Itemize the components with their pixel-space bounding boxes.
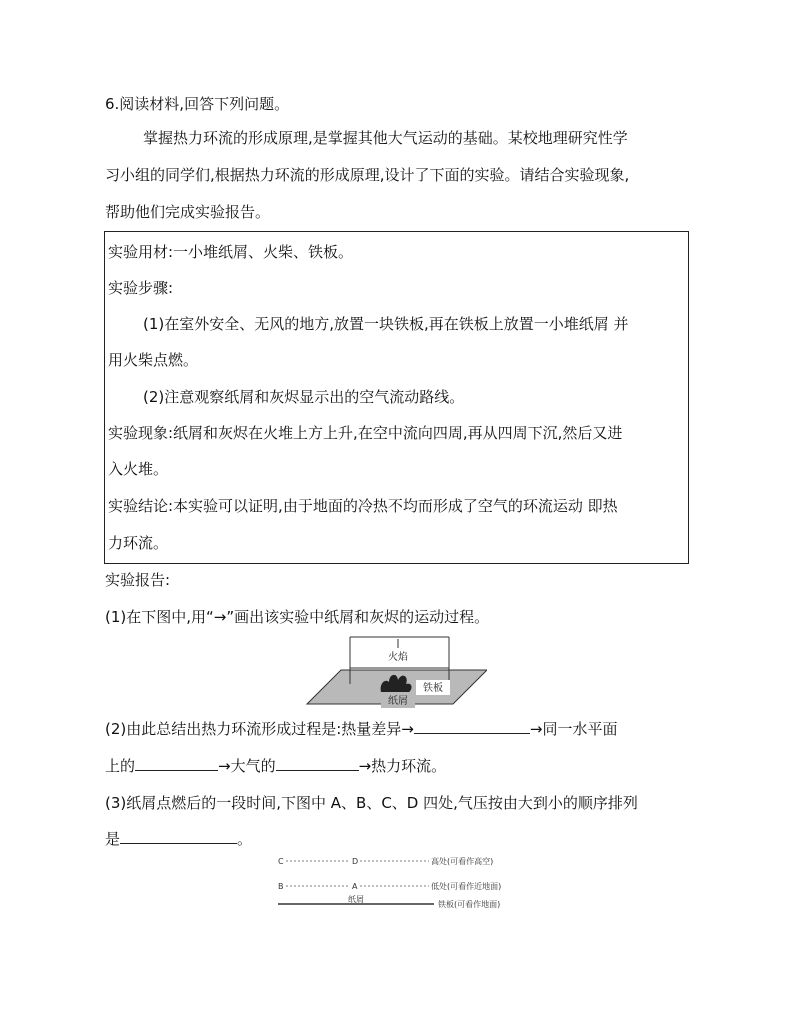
- steps-label: 实验步骤:: [108, 279, 174, 297]
- near-ground-label: 低处(可看作近地面): [431, 882, 502, 891]
- report-label: 实验报告:: [105, 571, 171, 589]
- fire-iron-plate-figure: [305, 634, 487, 710]
- q2-line2-c: →热力环流。: [358, 757, 447, 775]
- point-b-label: B: [278, 882, 284, 891]
- report-q3-line-2: [105, 829, 252, 849]
- plate-ground-label: 铁板(可看作地面): [438, 900, 501, 909]
- paper-label-2: 纸屑: [348, 895, 364, 904]
- intro-line-3: 帮助他们完成实验报告。: [105, 203, 271, 221]
- q2-line2-b: →大气的: [218, 757, 276, 775]
- report-q2-line-1: [105, 719, 617, 739]
- report-q3-line-1: (3)纸屑点燃后的一段时间,下图中 A、B、C、D 四处,气压按由大到小的顺序排列: [105, 794, 638, 812]
- report-q2-line-2: [105, 756, 446, 776]
- q2-prefix: (2)由此总结出热力环流形成过程是:热量差异→: [105, 720, 414, 738]
- step-2: (2)注意观察纸屑和灰烬显示出的空气流动路线。: [143, 388, 465, 406]
- point-a-label: A: [352, 882, 358, 891]
- q2-suffix: →同一水平面: [529, 720, 618, 738]
- q2-blank-1[interactable]: [414, 719, 530, 734]
- intro-line-2: 习小组的同学们,根据热力环流的形成原理,设计了下面的实验。请结合实验现象,: [105, 166, 630, 184]
- report-q1: (1)在下图中,用“→”画出该实验中纸屑和灰烬的运动过程。: [105, 608, 490, 626]
- step-1-line-1: (1)在室外安全、无风的地方,放置一块铁板,再在铁板上放置一小堆纸屑 并: [143, 315, 629, 333]
- q2-blank-3[interactable]: [276, 756, 359, 771]
- q3-suffix: 。: [237, 830, 253, 848]
- point-d-label: D: [352, 857, 359, 866]
- phenomenon-line-2: 入火堆。: [108, 460, 169, 478]
- q2-blank-2[interactable]: [135, 756, 218, 771]
- conclusion-line-1: 实验结论:本实验可以证明,由于地面的冷热不均而形成了空气的环流运动 即热: [108, 497, 618, 515]
- materials-text: 实验用材:一小堆纸屑、火柴、铁板。: [108, 243, 354, 261]
- paper-label: 纸屑: [388, 696, 408, 707]
- conclusion-line-2: 力环流。: [108, 534, 169, 552]
- step-1-line-2: 用火柴点燃。: [108, 351, 199, 369]
- question-number-header: 6.阅读材料,回答下列问题。: [105, 95, 290, 113]
- high-altitude-label: 高处(可看作高空): [431, 857, 494, 866]
- plate-label: 铁板: [423, 683, 443, 694]
- phenomenon-line-1: 实验现象:纸屑和灰烬在火堆上方上升,在空中流向四周,再从四周下沉,然后又进: [108, 424, 623, 442]
- point-c-label: C: [278, 857, 284, 866]
- q3-prefix: 是: [105, 830, 121, 848]
- pressure-points-figure: [276, 852, 536, 912]
- q2-line2-a: 上的: [105, 757, 136, 775]
- flame-label: 火焰: [388, 652, 408, 663]
- q3-blank[interactable]: [120, 829, 237, 844]
- intro-line-1: 掌握热力环流的形成原理,是掌握其他大气运动的基础。某校地理研究性学: [143, 129, 628, 147]
